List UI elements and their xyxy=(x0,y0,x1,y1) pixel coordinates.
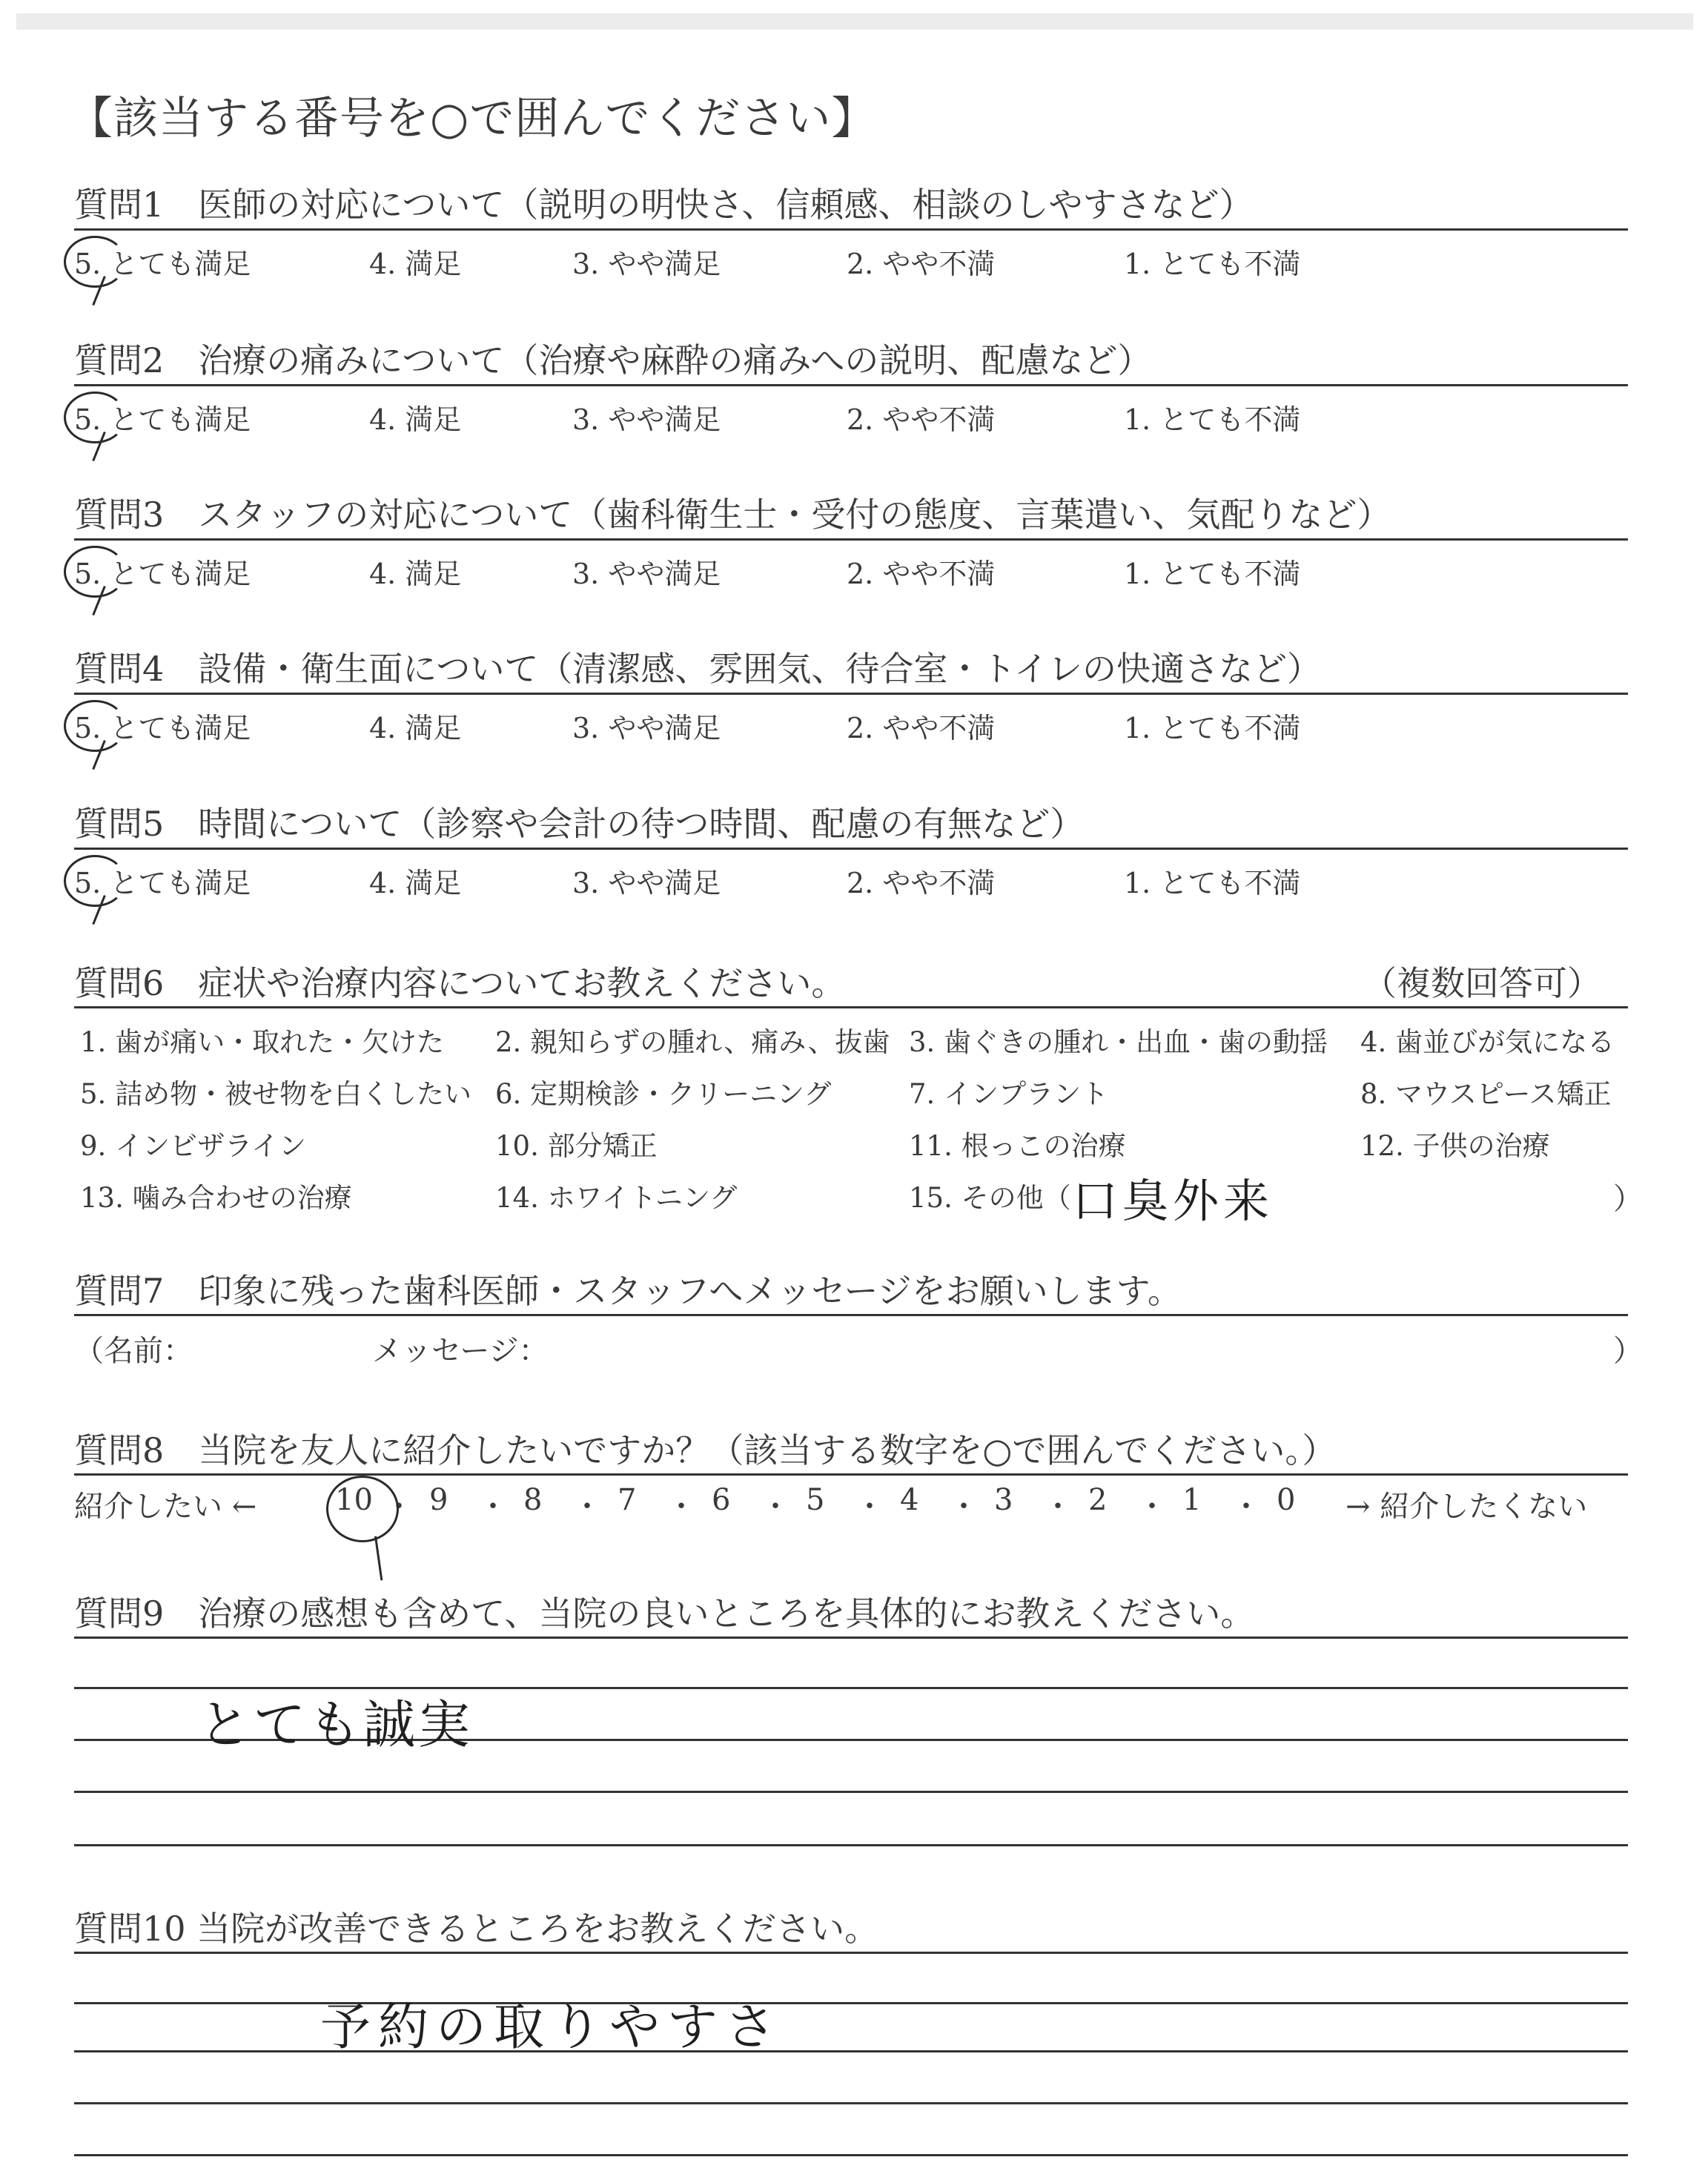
q8-scale-separator: ・ xyxy=(1231,1490,1261,1524)
q9-rule-5 xyxy=(74,1844,1628,1846)
q2-rule xyxy=(74,384,1628,386)
q1-title: 質問1 医師の対応について（説明の明快さ、信頼感、相談のしやすさなど） xyxy=(74,185,1254,225)
q6-other-handwritten: 口臭外来 xyxy=(1072,1174,1274,1228)
q3-selection-mark xyxy=(64,546,126,598)
q8-scale-3[interactable]: 3 xyxy=(994,1483,1013,1517)
q4-option-3[interactable]: 3. やや満足 xyxy=(572,712,721,744)
q5-rule xyxy=(74,848,1628,850)
q8-scale-separator: ・ xyxy=(384,1490,414,1524)
q5-selection-mark xyxy=(64,855,126,907)
q5-option-5[interactable]: 5. とても満足 xyxy=(74,867,251,899)
q8-left-label: 紹介したい ← xyxy=(74,1490,257,1524)
q8-scale-4[interactable]: 4 xyxy=(900,1483,919,1517)
q6-option-15[interactable]: 15. その他（ xyxy=(909,1182,1071,1214)
q8-scale-0[interactable]: 0 xyxy=(1277,1483,1296,1517)
q6-option-2[interactable]: 2. 親知らずの腫れ、痛み、抜歯 xyxy=(495,1026,890,1058)
q6-option-3[interactable]: 3. 歯ぐきの腫れ・出血・歯の動揺 xyxy=(909,1026,1328,1058)
q10-title: 質問10 当院が改善できるところをお教えください。 xyxy=(74,1909,879,1949)
q1-option-5[interactable]: 5. とても満足 xyxy=(74,248,251,280)
q7-rule xyxy=(74,1314,1628,1316)
q5-option-3[interactable]: 3. やや満足 xyxy=(572,867,721,899)
q4-option-2[interactable]: 2. やや不満 xyxy=(847,712,996,744)
q6-close-paren: ） xyxy=(1613,1182,1643,1216)
q9-rule-4 xyxy=(74,1791,1628,1793)
scan-top-edge xyxy=(16,13,1693,30)
q4-option-5[interactable]: 5. とても満足 xyxy=(74,712,251,744)
q7-title: 質問7 印象に残った歯科医師・スタッフへメッセージをお願いします。 xyxy=(74,1271,1182,1311)
q1-selection-mark xyxy=(64,236,126,288)
q4-option-4[interactable]: 4. 満足 xyxy=(369,712,462,744)
q6-option-5[interactable]: 5. 詰め物・被せ物を白くしたい xyxy=(80,1078,472,1110)
q6-option-14[interactable]: 14. ホワイトニング xyxy=(495,1182,738,1214)
q8-scale-separator: ・ xyxy=(761,1490,790,1524)
q2-selection-mark xyxy=(64,392,126,443)
q6-option-12[interactable]: 12. 子供の治療 xyxy=(1360,1130,1550,1162)
q10-rule-4 xyxy=(74,2102,1628,2104)
q10-answer: 予約の取りやすさ xyxy=(320,1998,784,2057)
q1-option-4[interactable]: 4. 満足 xyxy=(369,248,462,280)
q6-option-13[interactable]: 13. 噛み合わせの治療 xyxy=(80,1182,352,1214)
q8-rule xyxy=(74,1473,1628,1476)
q10-rule-1 xyxy=(74,1952,1628,1954)
q2-option-5[interactable]: 5. とても満足 xyxy=(74,403,251,436)
q7-message-label: メッセージ： xyxy=(372,1334,549,1368)
q6-title: 質問6 症状や治療内容についてお教えください。 xyxy=(74,963,846,1003)
q2-title: 質問2 治療の痛みについて（治療や麻酔の痛みへの説明、配慮など） xyxy=(74,340,1152,380)
q5-option-2[interactable]: 2. やや不満 xyxy=(847,867,996,899)
q5-title: 質問5 時間について（診察や会計の待つ時間、配慮の有無など） xyxy=(74,804,1085,844)
q6-option-1[interactable]: 1. 歯が痛い・取れた・欠けた xyxy=(80,1026,445,1058)
form-header: 【該当する番号を○で囲んでください】 xyxy=(68,93,877,145)
q9-title: 質問9 治療の感想も含めて、当院の良いところを具体的にお教えください。 xyxy=(74,1593,1255,1634)
q8-scale-6[interactable]: 6 xyxy=(712,1483,731,1517)
q3-option-5[interactable]: 5. とても満足 xyxy=(74,558,251,590)
q1-rule xyxy=(74,228,1628,231)
q5-option-4[interactable]: 4. 満足 xyxy=(369,867,462,899)
q3-title: 質問3 スタッフの対応について（歯科衛生士・受付の態度、言葉遣い、気配りなど） xyxy=(74,495,1391,535)
q7-close-paren: ） xyxy=(1613,1334,1643,1368)
q6-note: （複数回答可） xyxy=(1363,963,1601,1003)
q2-option-1[interactable]: 1. とても不満 xyxy=(1124,403,1301,436)
q6-rule xyxy=(74,1006,1628,1008)
q4-title: 質問4 設備・衛生面について（清潔感、雰囲気、待合室・トイレの快適さなど） xyxy=(74,649,1322,689)
q8-scale-separator: ・ xyxy=(572,1490,602,1524)
q10-rule-2 xyxy=(74,2002,1628,2004)
q2-option-2[interactable]: 2. やや不満 xyxy=(847,403,996,436)
q8-scale-9[interactable]: 9 xyxy=(429,1483,448,1517)
q6-option-7[interactable]: 7. インプラント xyxy=(909,1078,1109,1110)
q8-scale-separator: ・ xyxy=(478,1490,508,1524)
q8-title: 質問8 当院を友人に紹介したいですか？（該当する数字を○で囲んでください。） xyxy=(74,1430,1337,1470)
q10-rule-3 xyxy=(74,2050,1628,2052)
q5-option-1[interactable]: 1. とても不満 xyxy=(1124,867,1301,899)
q4-option-1[interactable]: 1. とても不満 xyxy=(1124,712,1301,744)
q3-option-4[interactable]: 4. 満足 xyxy=(369,558,462,590)
q1-option-2[interactable]: 2. やや不満 xyxy=(847,248,996,280)
q6-option-10[interactable]: 10. 部分矯正 xyxy=(495,1130,658,1162)
q3-option-2[interactable]: 2. やや不満 xyxy=(847,558,996,590)
q8-scale-7[interactable]: 7 xyxy=(618,1483,637,1517)
q8-scale-separator: ・ xyxy=(1043,1490,1073,1524)
q8-scale-10[interactable]: 10 xyxy=(335,1483,373,1517)
q4-rule xyxy=(74,693,1628,695)
q8-scale-separator: ・ xyxy=(855,1490,884,1524)
q8-scale-separator: ・ xyxy=(949,1490,979,1524)
q8-scale-separator: ・ xyxy=(1137,1490,1167,1524)
q6-option-6[interactable]: 6. 定期検診・クリーニング xyxy=(495,1078,832,1110)
q6-option-11[interactable]: 11. 根っこの治療 xyxy=(909,1130,1126,1162)
q8-scale-separator: ・ xyxy=(666,1490,696,1524)
q9-rule-1 xyxy=(74,1636,1628,1639)
q6-option-8[interactable]: 8. マウスピース矯正 xyxy=(1360,1078,1612,1110)
q9-answer: とても誠実 xyxy=(199,1694,473,1755)
q6-option-4[interactable]: 4. 歯並びが気になる xyxy=(1360,1026,1615,1058)
q1-option-1[interactable]: 1. とても不満 xyxy=(1124,248,1301,280)
q8-right-label: → 紹介したくない xyxy=(1345,1490,1588,1524)
q2-option-3[interactable]: 3. やや満足 xyxy=(572,403,721,436)
q1-option-3[interactable]: 3. やや満足 xyxy=(572,248,721,280)
q2-option-4[interactable]: 4. 満足 xyxy=(369,403,462,436)
q3-option-3[interactable]: 3. やや満足 xyxy=(572,558,721,590)
q10-rule-5 xyxy=(74,2154,1628,2156)
q8-scale-8[interactable]: 8 xyxy=(523,1483,543,1517)
q4-selection-mark xyxy=(64,700,126,752)
q8-selection-circle xyxy=(326,1476,399,1542)
q8-scale-2[interactable]: 2 xyxy=(1088,1483,1108,1517)
q8-circle-tail xyxy=(374,1536,383,1581)
q3-option-1[interactable]: 1. とても不満 xyxy=(1124,558,1301,590)
q8-scale-1[interactable]: 1 xyxy=(1182,1483,1202,1517)
q7-name-label: （名前： xyxy=(74,1334,193,1368)
q3-rule xyxy=(74,538,1628,541)
q8-scale-5[interactable]: 5 xyxy=(806,1483,825,1517)
q6-option-9[interactable]: 9. インビザライン xyxy=(80,1130,306,1162)
